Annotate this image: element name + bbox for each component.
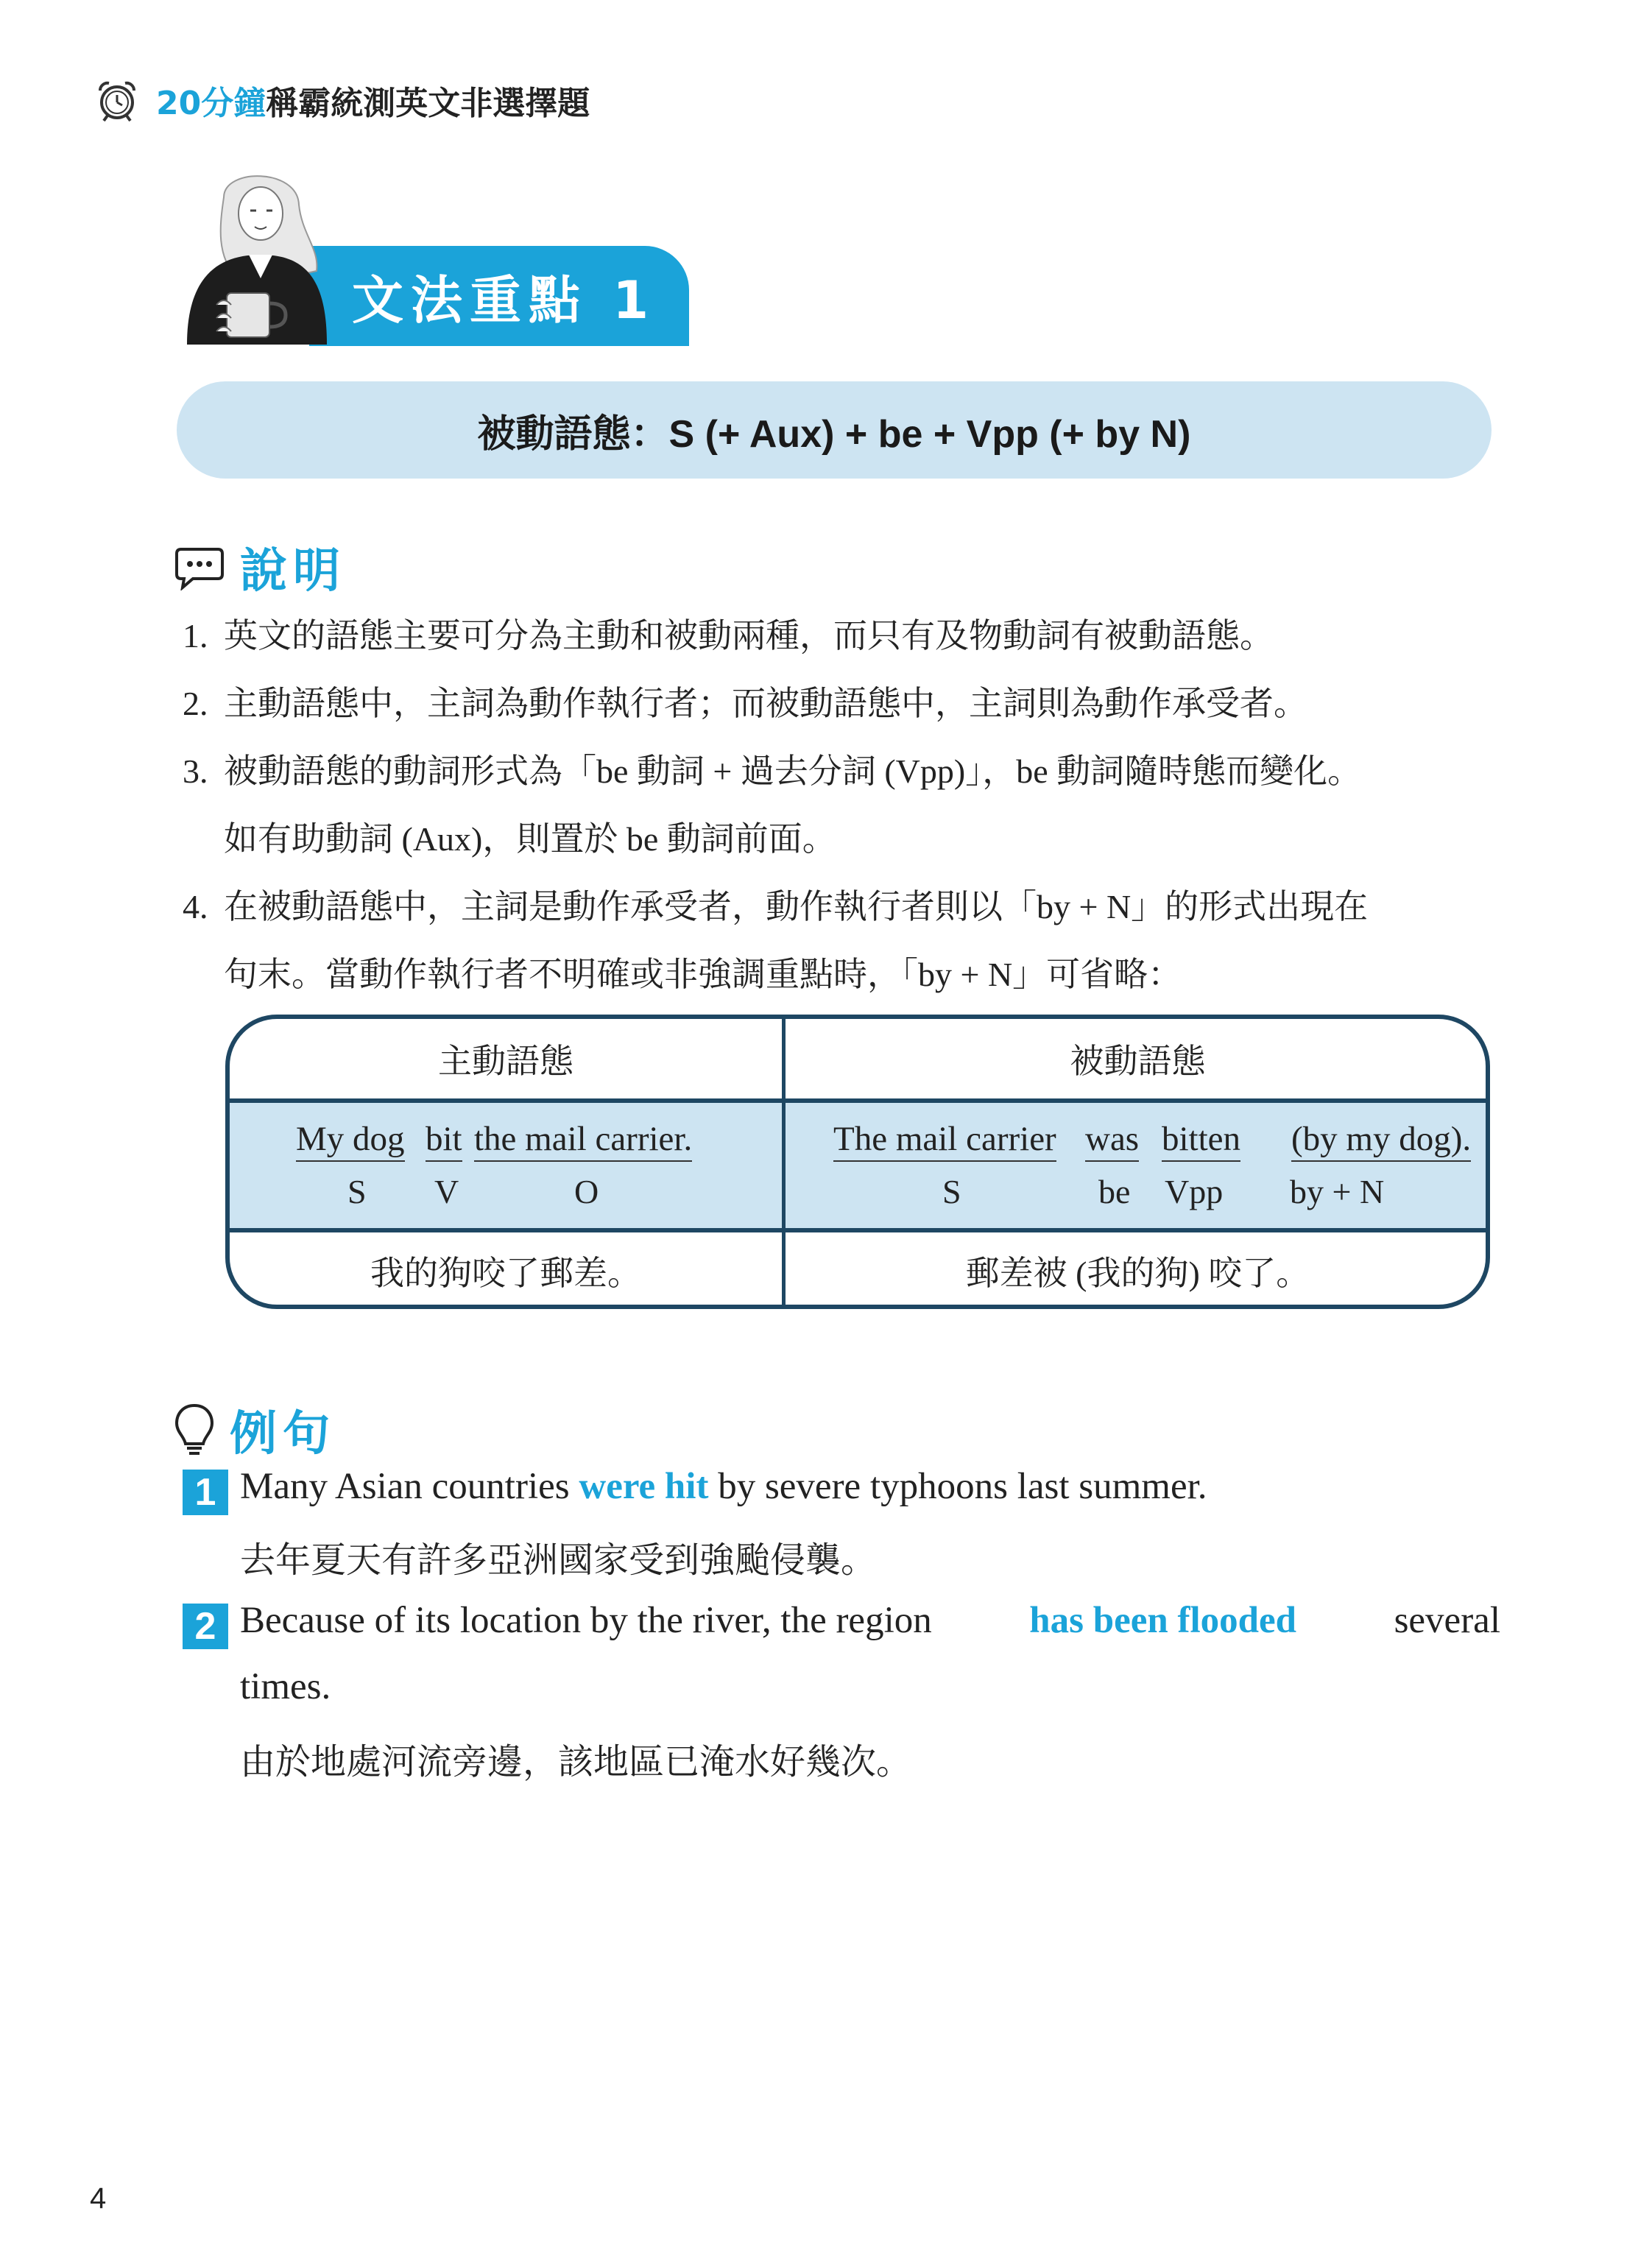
explanation-list <box>183 602 1500 1009</box>
highlighted-verb: has been flooded <box>1029 1600 1297 1641</box>
explanation-heading <box>174 533 346 601</box>
passive-translation: 郵差被 (我的狗) 咬了。 <box>965 1255 1310 1292</box>
example-list <box>183 1465 1500 1811</box>
page-number: 4 <box>90 2182 107 2215</box>
table-header-row <box>230 1019 1486 1098</box>
examples-heading <box>174 1396 336 1464</box>
table-translation-row <box>230 1232 1486 1309</box>
example-sentence-continuation: times. <box>240 1666 331 1707</box>
alarm-clock-icon <box>94 77 140 123</box>
active-translation: 我的狗咬了郵差。 <box>370 1255 641 1292</box>
section-title: 文法重點 1 <box>352 269 657 331</box>
example-sentence: Because of its location by the river, the region has been flooded several <box>240 1600 1500 1641</box>
header-highlight: 20分鐘 <box>156 85 266 122</box>
example-translation: 由於地處河流旁邊，該地區已淹水好幾次。 <box>240 1741 912 1782</box>
rule-text: 被動語態：S (+ Aux) + be + Vpp (+ by N) <box>477 412 1191 456</box>
header-passive: 被動語態 <box>1070 1043 1206 1080</box>
running-header <box>94 78 590 122</box>
example-number-badge: 2 <box>183 1604 228 1649</box>
passive-subject: The mail carrier <box>833 1119 1056 1162</box>
lightbulb-icon <box>174 1403 215 1457</box>
label-s: S <box>942 1173 961 1210</box>
table-divider <box>782 1019 786 1305</box>
examples-title: 例句 <box>230 1407 336 1461</box>
passive-agent: (by my dog). <box>1291 1119 1471 1162</box>
active-subject: My dog <box>296 1119 405 1162</box>
list-item: 2. 主動語態中，主詞為動作執行者；而被動語態中，主詞則為動作承受者。 <box>183 685 1307 722</box>
label-vpp: Vpp <box>1165 1173 1224 1210</box>
list-item-continuation: 句末。當動作執行者不明確或非強調重點時，「by + N」可省略： <box>224 956 1182 993</box>
label-s: S <box>347 1173 367 1210</box>
example-number-badge: 1 <box>183 1470 228 1515</box>
rule-box <box>177 381 1492 479</box>
example-translation: 去年夏天有許多亞洲國家受到強颱侵襲。 <box>240 1539 877 1581</box>
label-be: be <box>1098 1173 1131 1210</box>
explanation-title: 說明 <box>240 544 346 599</box>
example-sentence: Many Asian countries were hit by severe typhoons last summer. <box>240 1466 1207 1507</box>
list-item: 1. 英文的語態主要可分為主動和被動兩種，而只有及物動詞有被動語態。 <box>183 617 1274 655</box>
list-item-continuation: 如有助動詞 (Aux)，則置於 be 動詞前面。 <box>224 820 836 858</box>
passive-be: was <box>1085 1119 1139 1162</box>
active-object: the mail carrier. <box>474 1119 692 1162</box>
header-title: 稱霸統測英文非選擇題 <box>266 85 590 122</box>
header-active: 主動語態 <box>438 1043 573 1080</box>
list-item: 3. 被動語態的動詞形式為「be 動詞 + 過去分詞 (Vpp)」，be 動詞隨時態而變化。 <box>183 752 1362 790</box>
highlighted-verb: were hit <box>579 1466 709 1507</box>
label-by-n: by + N <box>1290 1173 1385 1210</box>
active-verb: bit <box>426 1119 462 1162</box>
passive-vpp: bitten <box>1162 1119 1240 1162</box>
table-example-row <box>230 1098 1486 1232</box>
girl-with-mug-illustration <box>172 168 342 350</box>
label-v: V <box>434 1173 459 1210</box>
speech-bubble-icon <box>174 543 225 590</box>
list-item: 4. 在被動語態中，主詞是動作承受者，動作執行者則以「by + N」的形式出現在 <box>183 888 1369 925</box>
label-o: O <box>574 1173 599 1210</box>
voice-comparison-table <box>225 1015 1490 1309</box>
